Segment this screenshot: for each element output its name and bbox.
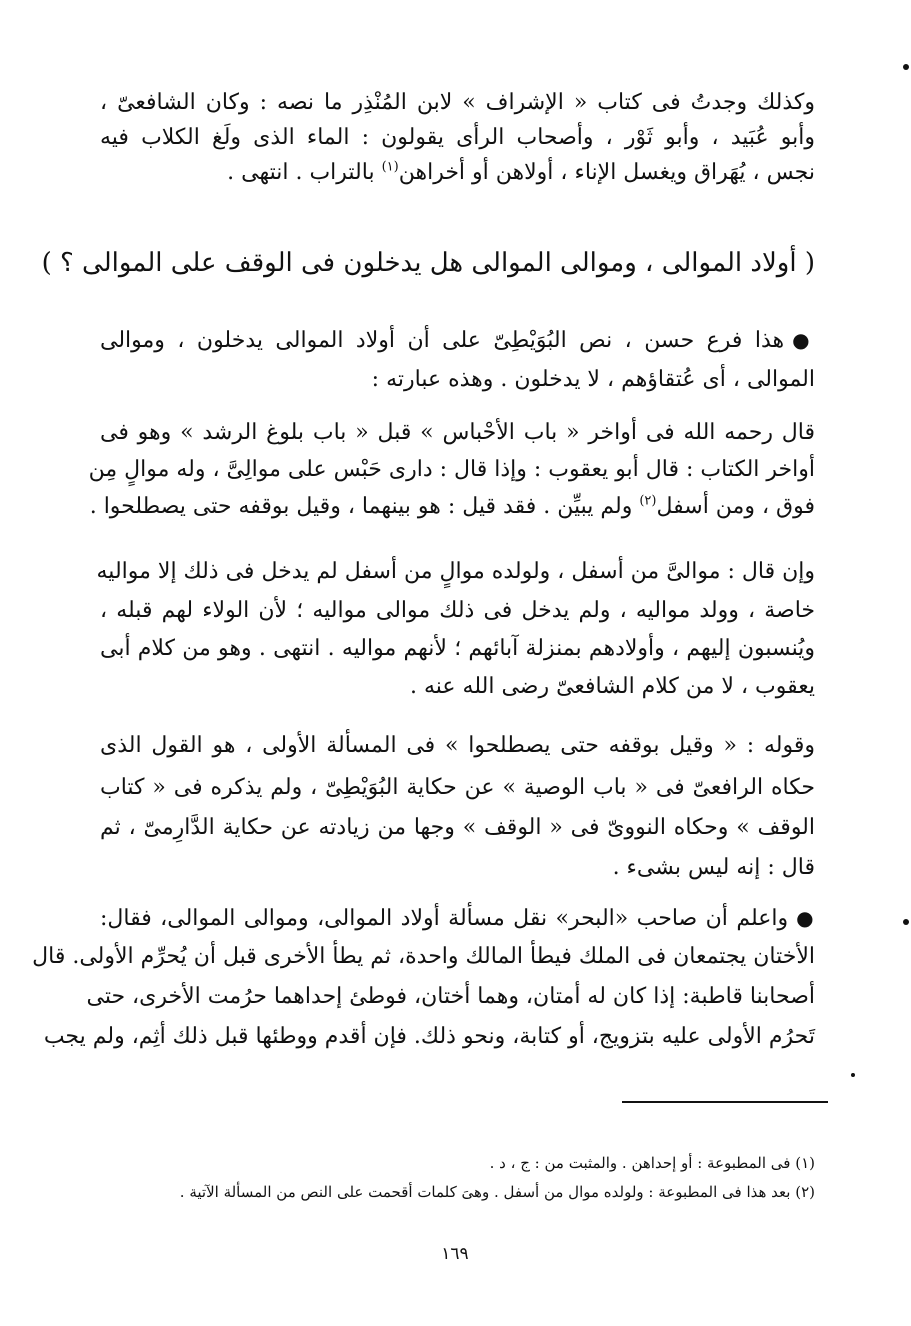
text-line: نجس ، يُهَراق ويغسل الإناء ، أولاهن أو أخراهن$^{(١)}$ بالتراب . انتهى .: [227, 159, 815, 185]
text-line: ●واعلم أن صاحب «البحر» نقل مسألة أولاد الموالى، وموالى الموالى، فقال:: [100, 906, 816, 931]
text-line: قال رحمه الله فى أواخر « باب الأحْباس » قبل « باب بلوغ الرشد » وهو فى: [100, 420, 815, 445]
text-line: وقوله : « وقيل بوقفه حتى يصطلحوا » فى المسألة الأولى ، هو القول الذى: [100, 733, 815, 758]
text-line: فوق ، ومن أسفل$^{(٢)}$ ولم يبيِّن . فقد قيل : هو بينهما ، وقيل بوقفه حتى يصطلحوا .: [89, 493, 815, 519]
text-line: خاصة ، وولد مواليه ، ولم يدخل فى ذلك موالى مواليه ؛ لأن الولاء لهم قبله ،: [100, 598, 815, 623]
text-line: يعقوب ، لا من كلام الشافعىّ رضى الله عنه .: [410, 674, 815, 699]
footnote-marker: (٢): [639, 493, 657, 509]
text-line: الأختان يجتمعان فى الملك فيطأ المالك واحدة، ثم يطأ الأخرى قبل أن يُحرِّم الأولى. قال: [32, 944, 815, 969]
footnote-marker: (١): [381, 159, 399, 175]
text-line: الوقف » وحكاه النووىّ فى « الوقف » وجها من زيادته عن حكاية الدَّارِمىّ ، ثم: [100, 815, 815, 840]
text-line: وإن قال : موالىَّ من أسفل ، ولولده موالٍ من أسفل لم يدخل فى ذلك إلا مواليه: [96, 559, 815, 584]
text-line: حكاه الرافعىّ فى « باب الوصية » عن حكاية البُوَيْطِىّ ، ولم يذكره فى « كتاب: [100, 775, 815, 800]
text-line: الموالى ، أى عُتقاؤهم ، لا يدخلون . وهذه عبارته :: [371, 367, 815, 392]
footnote: (١) فى المطبوعة : أو إحداهن . والمثبت من : ج ، د .: [489, 1154, 815, 1172]
page-number: ١٦٩: [441, 1244, 469, 1264]
bullet-icon: ●: [792, 328, 816, 352]
text-line: أواخر الكتاب : قال أبو يعقوب : وإذا قال : دارى حَبْس على موالِىَّ ، وله موالٍ مِن: [88, 457, 815, 482]
text-line: وأبو عُبَيد ، وأبو ثَوْر ، وأصحاب الرأى يقولون : الماء الذى ولَغ الكلاب فيه: [100, 125, 815, 150]
text-line: قال : إنه ليس بشىء .: [612, 855, 815, 880]
footnote: (٢) بعد هذا فى المطبوعة : ولولده موال من أسفل . وهىَ كلمات أقحمت على النص من المسألة الآتية .: [179, 1183, 815, 1201]
text-line: ويُنسبون إليهم ، وأولادهم بمنزلة آبائهم ؛ لأنهم مواليه . انتهى . وهو من كلام أبى: [100, 636, 815, 661]
text-line: وكذلك وجدتُ فى كتاب « الإشراف » لابن المُنْذِر ما نصه : وكان الشافعىّ ،: [100, 90, 815, 115]
footnote-separator: [622, 1101, 828, 1103]
margin-mark: [851, 1073, 855, 1077]
margin-mark: [903, 64, 909, 70]
text-line: أصحابنا قاطبة: إذا كان له أمتان، وهما أختان، فوطئ إحداهما حرُمت الأخرى، حتى: [86, 984, 815, 1009]
bullet-icon: ●: [796, 906, 816, 930]
section-heading: ( أولاد الموالى ، وموالى الموالى هل يدخلون فى الوقف على الموالى ؟ ): [41, 248, 815, 278]
text-line: ●هذا فرع حسن ، نص البُوَيْطِىّ على أن أولاد الموالى يدخلون ، وموالى: [100, 328, 816, 353]
text-line: تَحرُم الأولى عليه بتزويج، أو كتابة، ونحو ذلك. فإن أقدم ووطئها قبل ذلك أثِم، ولم يجب: [43, 1024, 815, 1049]
margin-mark: [903, 919, 909, 925]
